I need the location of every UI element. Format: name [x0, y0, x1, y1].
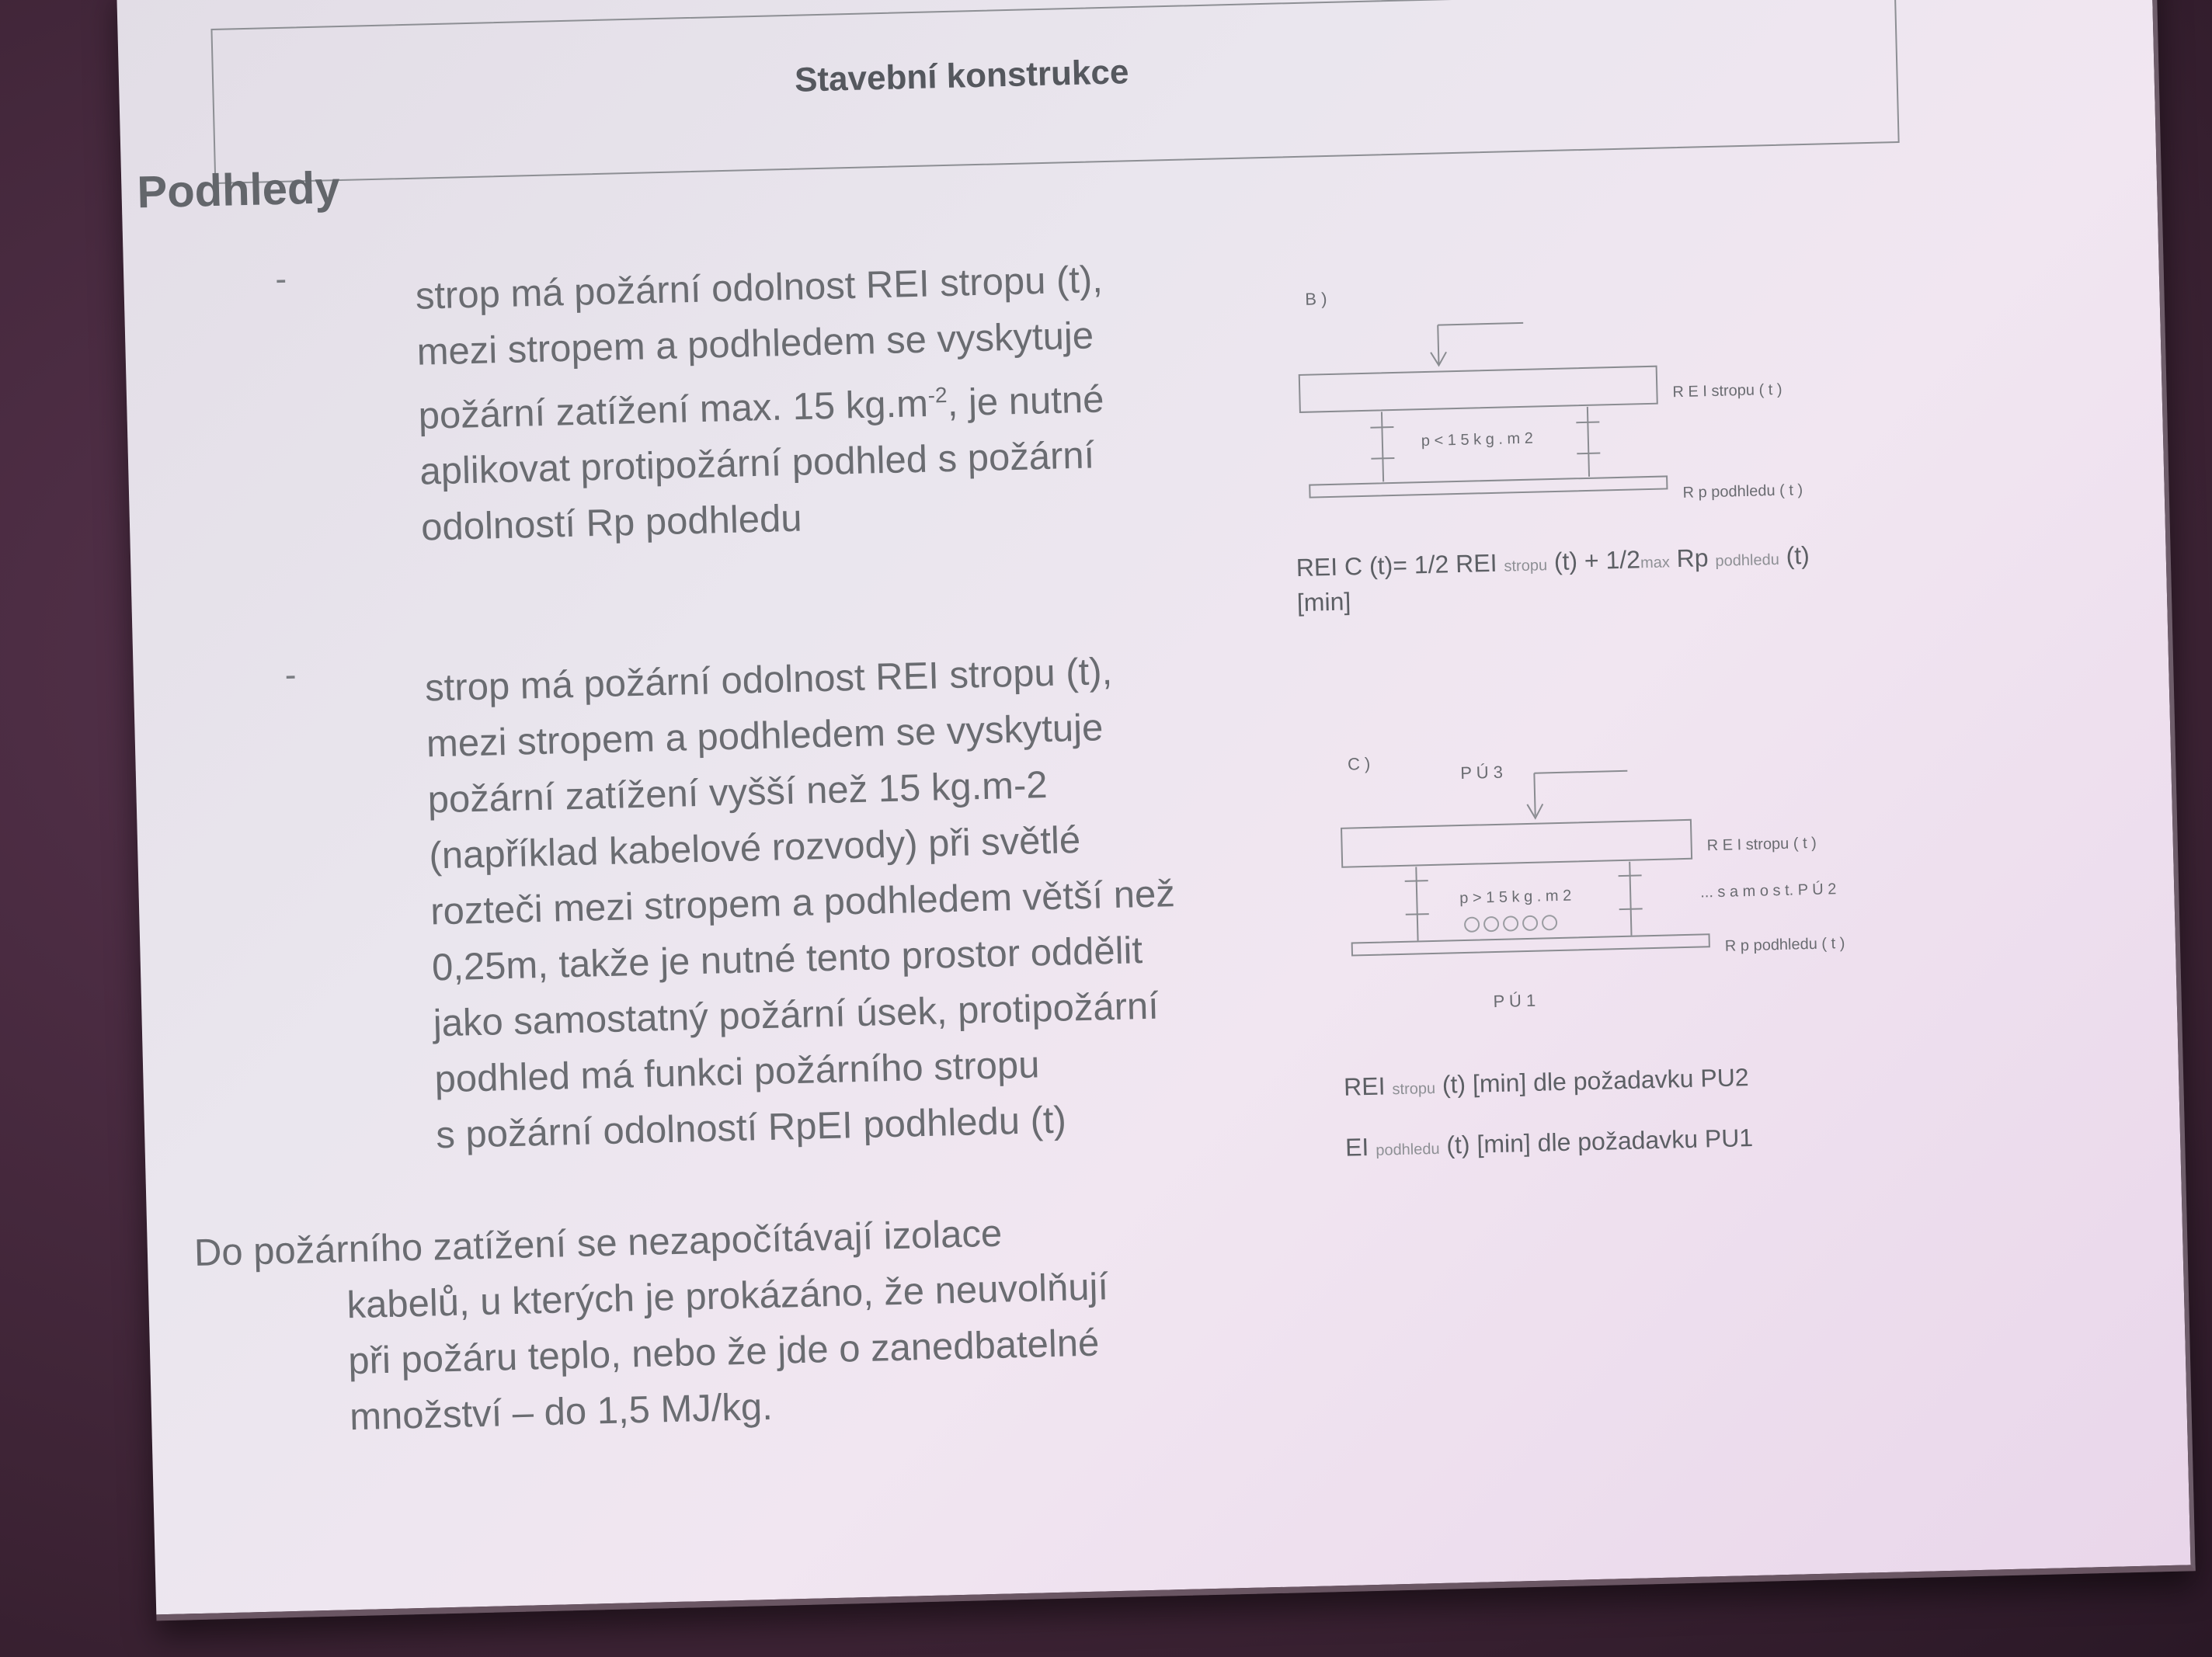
- formula-unit: [min]: [1296, 587, 1351, 617]
- formula-part: (t): [1779, 540, 1810, 570]
- bullet-1-line: odolností Rp podhledu: [420, 497, 803, 549]
- load-label: p > 1 5 k g . m 2: [1459, 887, 1572, 908]
- load-line: [1438, 323, 1523, 325]
- formula-part: (t) [min] dle požadavku PU1: [1439, 1123, 1754, 1159]
- hanger-cap: [1371, 458, 1394, 459]
- note-line: kabelů, u kterých je prokázáno, že neuvolňují: [346, 1266, 1109, 1327]
- formula-subscript: podhledu: [1715, 551, 1780, 570]
- rei-requirement: [1344, 1063, 1749, 1102]
- diagram-c-label: C ): [1347, 753, 1371, 774]
- diagram-b-label: B ): [1305, 289, 1327, 309]
- ei-requirement: [1345, 1124, 1754, 1162]
- load-line: [1534, 771, 1627, 773]
- bullet-1-text: [415, 252, 1109, 556]
- slide-title: Podhledy: [136, 162, 341, 218]
- slab-label: R E I stropu ( t ): [1706, 834, 1817, 855]
- hanger-right: [1588, 407, 1589, 477]
- ceiling-slab: [1341, 820, 1692, 867]
- bullet-marker: -: [284, 655, 297, 694]
- note-line: při požáru teplo, nebo že jde o zanedbatelné: [347, 1322, 1100, 1383]
- formula-part: (t) [min] dle požadavku PU2: [1435, 1063, 1750, 1099]
- bullet-2-line: 0,25m, takže je nutné tento prostor oddělit: [431, 929, 1143, 989]
- formula-rei-c: [1296, 541, 1810, 582]
- hanger-cap: [1619, 908, 1643, 909]
- bullet-2-line: jako samostatný požární úsek, protipožární: [433, 985, 1160, 1045]
- formula-subscript: podhledu: [1376, 1140, 1440, 1159]
- hanger-cap: [1576, 422, 1599, 423]
- ceiling-label: R p podhledu ( t ): [1724, 935, 1845, 955]
- ceiling-slab: [1299, 366, 1657, 412]
- bullet-marker: -: [274, 259, 287, 299]
- formula-part: EI: [1344, 1132, 1376, 1162]
- diagram-c: [1331, 722, 2038, 1065]
- slide-header: Stavební konstrukce: [794, 53, 1129, 99]
- note-line: Do požárního zatížení se nezapočítávají izolace: [193, 1212, 1003, 1275]
- formula-subscript: max: [1640, 554, 1671, 572]
- bullet-2-line: rozteči mezi stropem a podhledem větší než: [430, 873, 1176, 933]
- load-arrow: [1534, 773, 1535, 816]
- diagram-b: [1289, 249, 1995, 546]
- note-paragraph: [193, 1203, 1111, 1449]
- hanger-left: [1416, 867, 1417, 940]
- slide: [117, 0, 2191, 1614]
- hanger-cap: [1577, 453, 1600, 454]
- hanger-right: [1629, 862, 1631, 936]
- bullet-2-line: mezi stropem a podhledem se vyskytuje: [426, 707, 1104, 766]
- formula-part: Rp: [1669, 543, 1716, 573]
- bullet-2-line: (například kabelové rozvody) při světlé: [428, 819, 1081, 877]
- superscript: -2: [927, 383, 948, 408]
- hanger-cap: [1619, 875, 1642, 876]
- void-zone-label: ... s a m o s t. P Ú 2: [1699, 881, 1837, 901]
- bullet-2-text: [424, 642, 1181, 1163]
- lower-zone-label: P Ú 1: [1493, 990, 1536, 1012]
- cables-icon: [1465, 915, 1556, 932]
- note-line: množství – do 1,5 MJ/kg.: [349, 1385, 774, 1439]
- hanger-cap: [1406, 914, 1429, 915]
- formula-part: REI: [1343, 1072, 1393, 1101]
- suspended-ceiling: [1309, 476, 1667, 497]
- bullet-2-line: podhled má funkci požárního stropu: [433, 1044, 1041, 1101]
- bullet-1-line-text: požární zatížení max. 15 kg.m: [418, 382, 929, 437]
- bullet-2-line: s požární odolností RpEI podhledu (t): [435, 1099, 1067, 1157]
- formula-subscript: stropu: [1392, 1079, 1436, 1099]
- formula-part: (t) + 1/2: [1546, 545, 1641, 576]
- bullet-1-line-suffix: , je nutné: [947, 378, 1104, 425]
- formula-subscript: stropu: [1504, 557, 1548, 575]
- bullet-2-line: požární zatížení vyšší než 15 kg.m-2: [427, 764, 1049, 822]
- formula-part: REI C (t)= 1/2 REI: [1296, 548, 1504, 582]
- projection-screen: [117, 0, 2196, 1621]
- bullet-1-line: strop má požární odolnost REI stropu (t),: [415, 259, 1104, 318]
- hanger-cap: [1370, 427, 1393, 428]
- bullet-1-line: mezi stropem a podhledem se vyskytuje: [416, 314, 1094, 373]
- upper-zone-label: P Ú 3: [1460, 762, 1504, 783]
- suspended-ceiling: [1352, 934, 1709, 955]
- slab-label: R E I stropu ( t ): [1672, 380, 1782, 401]
- bullet-1-line: aplikovat protipožární podhled s požární: [419, 434, 1095, 493]
- load-label: p < 1 5 k g . m 2: [1421, 429, 1534, 450]
- hanger-left: [1382, 412, 1383, 481]
- ceiling-label: R p podhledu ( t ): [1682, 481, 1803, 502]
- bullet-2-line: strop má požární odolnost REI stropu (t),: [424, 650, 1113, 710]
